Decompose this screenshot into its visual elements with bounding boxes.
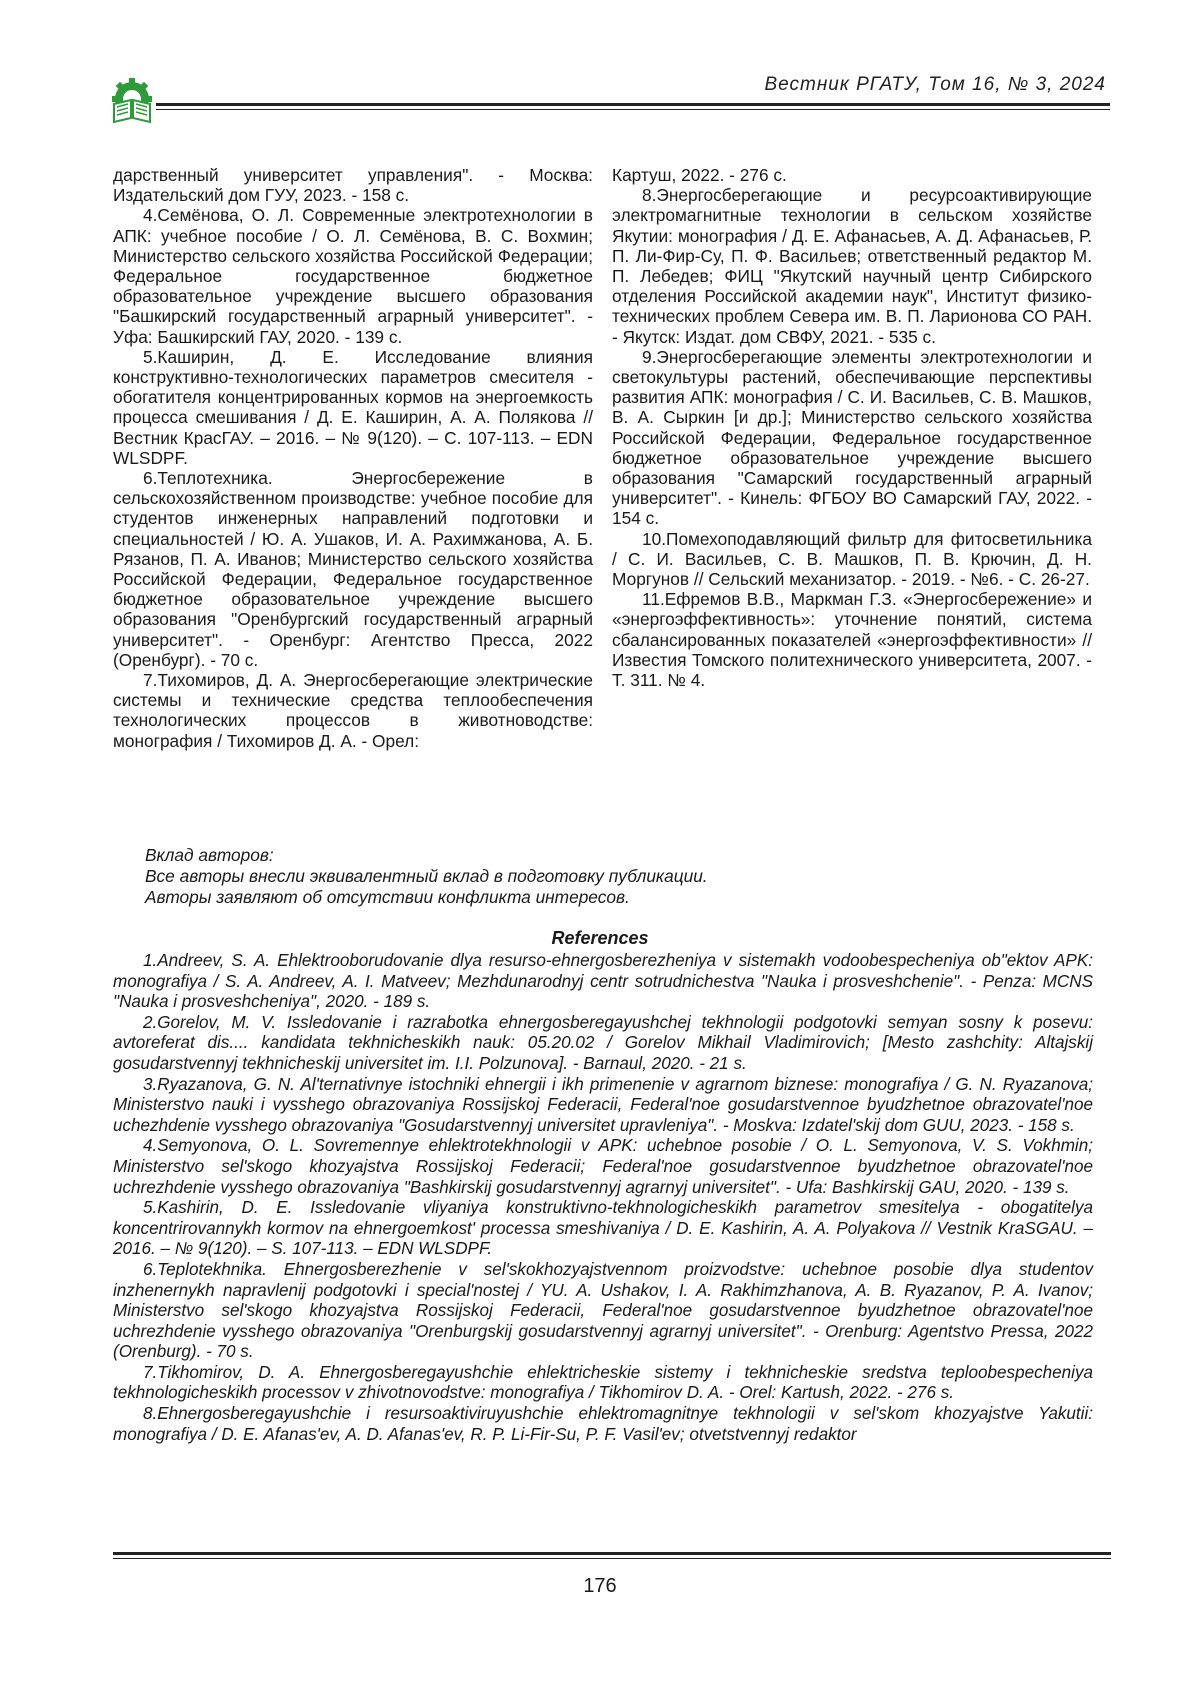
reference-entry: 6.Teplotekhnika. Ehnergosberezhenie v sel'skokhozyajstvennom proizvodstve: uchebnoe posobie dlya studentov inzhenernykh napravlenij podgotovki i special'nostej / YU. A. Ushakov, I. A. Rakhimzhanova, A. B. Ryazanov, P. A. Ivanov; Ministerstvo sel'skogo khozyajstva Rossijskoj Federacii, Federal'noe gosudarstvennoe byudzhetnoe obrazovatel'noe uchrezhdenie vysshego obrazovaniya "Orenburgskij gosudarstvennyj agrarnyj universitet". - Orenburg: Agentstvo Pressa, 2022 (Orenburg). - 70 s. xyxy=(113,1259,1093,1362)
reference-entry: 4.Semyonova, O. L. Sovremennye ehlektrotekhnologii v APK: uchebnoe posobie / O. L. Semyonova, V. S. Vokhmin; Ministerstvo sel'skogo khozyajstva Rossijskoj Federacii; Federal'noe gosudarstvennoe byudzhetnoe obrazovatel'noe uchrezhdenie vysshego obrazovaniya "Bashkirskij gosudarstvennyj agrarnyj universitet". - Ufa: Bashkirskij GAU, 2020. - 139 s. xyxy=(113,1136,1093,1197)
references-list xyxy=(113,951,1093,1445)
page-header xyxy=(108,60,1110,122)
reference-entry: 3.Ryazanova, G. N. Al'ternativnye istochniki ehnergii i ikh primenenie v agrarnom biznese: monografiya / G. N. Ryazanova; Ministerstvo nauki i vysshego obrazovaniya Rossijskoj Federacii, Federal'noe gosudarstvennoe byudzhetnoe obrazovatel'noe uchezhdenie vysshego obrazovaniya "Gosudarstvennyj universitet upravleniya". - Moskva: Izdatel'skij dom GUU, 2023. - 158 s. xyxy=(113,1074,1093,1135)
reference-entry: 1.Andreev, S. A. Ehlektrooborudovanie dlya resurso-ehnergosberezheniya v sistemakh vodoobespecheniya ob"ektov APK: monografiya / S. A. Andreev, A. I. Matveev; Mezhdunarodnyj centr sotrudnichestva "Nauka i prosveshchenie". - Penza: MCNS "Nauka i prosveshcheniya", 2020. - 189 s. xyxy=(113,951,1093,1012)
reference-continuation: дарственный университет управления". - Москва: Издательский дом ГУУ, 2023. - 158 с. xyxy=(113,165,593,206)
contribution-text: Все авторы внесли эквивалентный вклад в подготовку публикации. xyxy=(145,866,708,886)
reference-item: 7.Тихомиров, Д. А. Энергосберегающие электрические системы и технические средства теплообеспечения технологических процессов в животноводстве: монография / Тихомиров Д. А. - Орел: xyxy=(113,670,593,751)
reference-item: 4.Семёнова, О. Л. Современные электротехнологии в АПК: учебное пособие / О. Л. Семёнова, В. С. Вохмин; Министерство сельского хозяйства Российской Федерации; Федеральное государственное бюджетное образовательное учреждение высшего образования "Башкирский государственный аграрный университет". - Уфа: Башкирский ГАУ, 2020. - 139 с. xyxy=(113,205,593,347)
page-number: 176 xyxy=(583,1575,617,1597)
conflict-statement: Авторы заявляют об отсутствии конфликта интересов. xyxy=(145,887,630,907)
reference-item: 10.Помехоподавляющий фильтр для фитосветильника / С. И. Васильев, С. В. Машков, П. В. Крючин, Д. Н. Моргунов // Сельский механизатор. - 2019. - №6. - С. 26-27. xyxy=(612,528,1092,590)
reference-item: 6.Теплотехника. Энергосбережение в сельскохозяйственном производстве: учебное пособие для студентов инженерных направлений подготовки и специальностей / Ю. А. Ушаков, И. А. Рахимжанова, А. Б. Рязанов, П. А. Иванов; Министерство сельского хозяйства Российской Федерации, Федеральное государственное бюджетное образовательное учреждение высшего образования "Оренбургский государственный аграрный университет". - Оренбург: Агентство Пресса, 2022 (Оренбург). - 70 с. xyxy=(113,468,593,670)
reference-entry: 8.Ehnergosberegayushchie i resursoaktiviruyushchie ehlektromagnitnye tekhnologii v sel'skom khozyajstve Yakutii: monografiya / D. E. Afanas'ev, A. D. Afanas'ev, R. P. Li-Fir-Su, P. F. Vasil'ev; otvetstvennyj redaktor xyxy=(113,1404,1093,1444)
reference-item: 11.Ефремов В.В., Маркман Г.З. «Энергосбережение» и «энергоэффективность»: уточнение понятий, система сбалансированных показателей «энергоэффективности» // Известия Томского политехнического университета, 2007. - Т. 311. № 4. xyxy=(612,589,1092,691)
left-column xyxy=(113,165,593,751)
reference-continuation: Картуш, 2022. - 276 с. xyxy=(612,165,787,185)
reference-entry: 2.Gorelov, M. V. Issledovanie i razrabotka ehnergosberegayushchej tekhnologii podgotovki semyan sosny k posevu: avtoreferat dis.... kandidata tekhnicheskikh nauk: 05.20.02 / Gorelov Mikhail Vladimirovich; [Mesto zashchity: Altajskij gosudarstvennyj tekhnicheskij universitet im. I.I. Polzunova]. - Barnaul, 2020. - 21 s. xyxy=(113,1012,1093,1073)
footer-rule-thin xyxy=(113,1558,1111,1559)
right-column xyxy=(612,165,1092,690)
header-rule-thin xyxy=(156,109,1110,110)
reference-entry: 5.Kashirin, D. E. Issledovanie vliyaniya konstruktivno-tekhnologicheskikh parametrov smesitelya - obogatitelya koncentrirovannykh kormov na ehnergoemkost' processa smeshivaniya / D. E. Kashirin, A. A. Polyakova // Vestnik KraSGAU. – 2016. – № 9(120). – S. 107-113. – EDN WLSDPF. xyxy=(113,1198,1093,1259)
reference-item: 8.Энергосберегающие и ресурсоактивирующие электромагнитные технологии в сельском хозяйстве Якутии: монография / Д. Е. Афанасьев, А. Д. Афанасьев, Р. П. Ли-Фир-Су, П. Ф. Васильев; ответственный редактор М. П. Лебедев; ФИЦ "Якутский научный центр Сибирского отделения Российской академии наук", Институт физико-технических проблем Севера им. В. П. Ларионова СО РАН. - Якутск: Издат. дом СВФУ, 2021. - 535 с. xyxy=(612,185,1092,347)
author-contribution xyxy=(145,845,1045,908)
book-gear-logo-icon xyxy=(108,78,154,124)
reference-entry: 7.Tikhomirov, D. A. Ehnergosberegayushchie ehlektricheskie sistemy i tekhnicheskie sredstva teploobespecheniya tekhnologicheskikh processov v zhivotnovodstve: monografiya / Tikhomirov D. A. - Orel: Kartush, 2022. - 276 s. xyxy=(113,1362,1093,1403)
footer-rule xyxy=(113,1552,1111,1555)
reference-item: 9.Энергосберегающие элементы электротехнологии и светокультуры растений, обеспечивающие перспективы развития АПК: монография / С. И. Васильев, С. В. Машков, В. А. Сыркин [и др.]; Министерство сельского хозяйства Российской Федерации, Федеральное государственное бюджетное образовательное учреждение высшего образования "Самарский государственный аграрный университет". - Кинель: ФГБОУ ВО Самарский ГАУ, 2022. - 154 с. xyxy=(612,346,1092,529)
references-title: References xyxy=(551,928,649,948)
journal-title: Вестник РГАТУ, Том 16, № 3, 2024 xyxy=(764,74,1106,95)
reference-item: 5.Каширин, Д. Е. Исследование влияния конструктивно-технологических параметров смесителя - обогатителя концентрированных кормов на энергоемкость процесса смешивания / Д. Е. Каширин, А. А. Полякова // Вестник КрасГАУ. – 2016. – № 9(120). – С. 107-113. – EDN WLSDPF. xyxy=(113,346,593,468)
header-rule xyxy=(156,103,1110,106)
contribution-heading: Вклад авторов: xyxy=(145,845,274,865)
